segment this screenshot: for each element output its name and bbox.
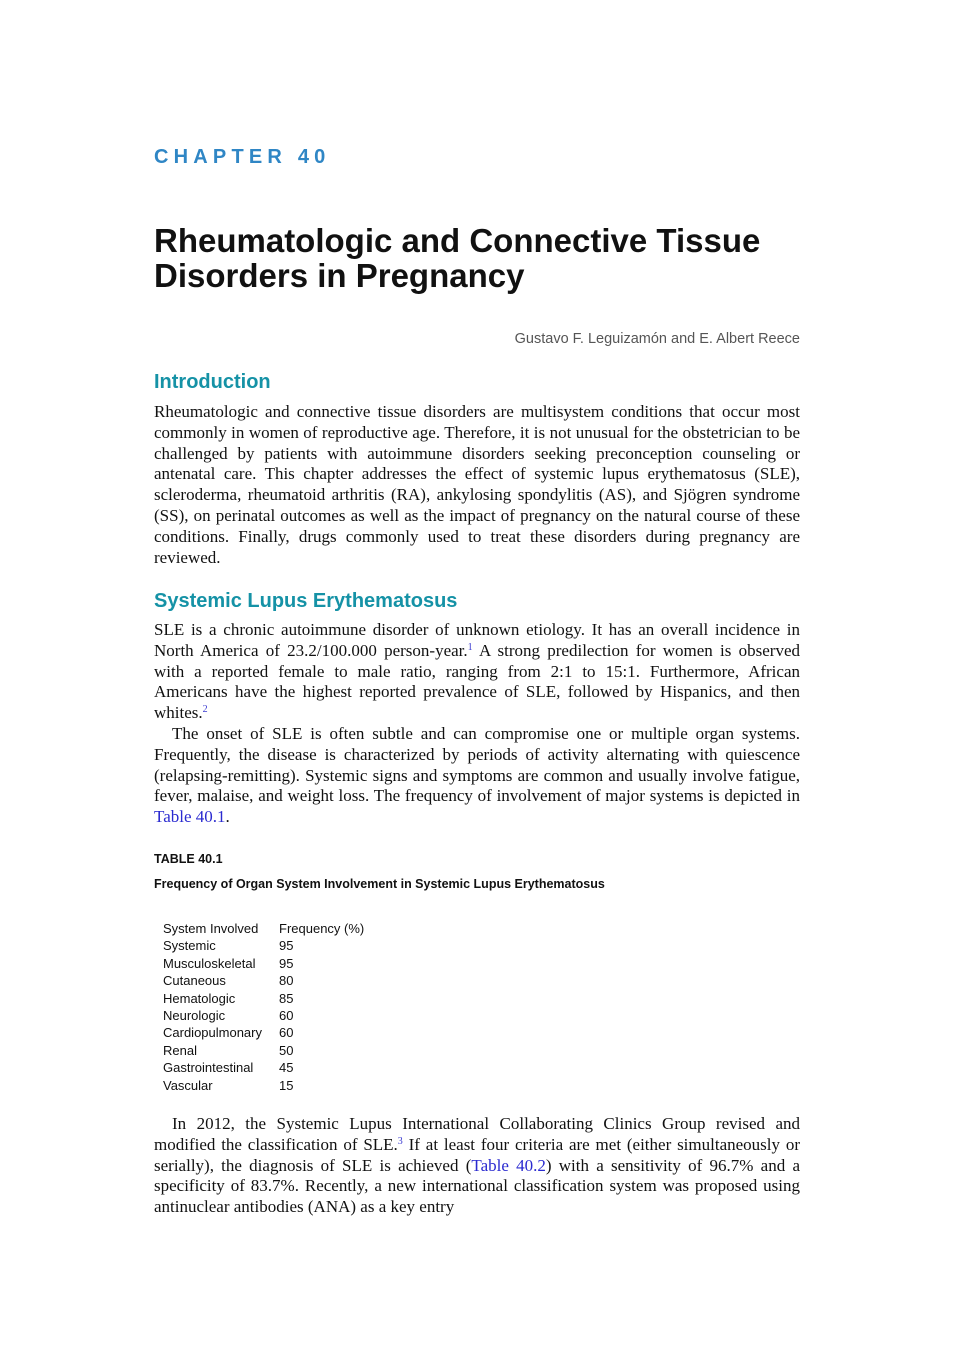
frequency-cell: 60 bbox=[279, 1008, 294, 1024]
frequency-cell: 95 bbox=[279, 955, 294, 971]
frequency-cell: 60 bbox=[279, 1025, 294, 1041]
sle-paragraph-2 bbox=[154, 724, 800, 828]
table-header-row bbox=[160, 920, 367, 937]
chapter-title-line-1: Rheumatologic and Connective Tissue bbox=[154, 222, 761, 259]
system-cell: Hematologic bbox=[163, 990, 236, 1006]
citation-3[interactable]: 3 bbox=[397, 1135, 403, 1147]
table-row bbox=[160, 1007, 367, 1024]
sle-heading: Systemic Lupus Erythematosus bbox=[154, 590, 458, 612]
system-cell: Musculoskeletal bbox=[163, 955, 256, 971]
chapter-number: CHAPTER 40 bbox=[154, 146, 331, 168]
table-40-1-link[interactable]: Table 40.1 bbox=[154, 807, 226, 827]
table-40-2-link[interactable]: Table 40.2 bbox=[471, 1155, 546, 1175]
sle-p3-text-a: In 2012, the Systemic Lupus International Collaborating Clinics Group revised and modified the classification of SLE. bbox=[154, 1114, 800, 1154]
sle-paragraph-1 bbox=[154, 620, 800, 724]
frequency-cell: 85 bbox=[279, 990, 294, 1006]
table-row bbox=[160, 1059, 367, 1076]
system-cell: Cutaneous bbox=[163, 973, 226, 989]
column-header-frequency: Frequency (%) bbox=[279, 921, 365, 936]
table-row bbox=[160, 1024, 367, 1041]
sle-p1-text-b: A strong predilection for women is observed with a reported female to male ratio, ranging from 2:1 to 15:1. Furthermore, African Americans have the highest reported prevalence of SLE, followed by Hispanics, and then whites. bbox=[154, 640, 800, 723]
system-cell: Cardiopulmonary bbox=[163, 1025, 262, 1041]
frequency-cell: 80 bbox=[279, 973, 294, 989]
table-row bbox=[160, 990, 367, 1007]
frequency-cell: 45 bbox=[279, 1060, 294, 1076]
table-label: TABLE 40.1 bbox=[154, 852, 223, 866]
sle-p3-text-c: ) with a sensitivity of 96.7% and a specificity of 83.7%. Recently, a new international classification system was proposed using antinuclear antibodies (ANA) as a key entry bbox=[154, 1155, 800, 1217]
table-row bbox=[160, 1077, 367, 1094]
sle-paragraph-3 bbox=[154, 1114, 800, 1218]
table-row bbox=[160, 937, 367, 954]
system-cell: Vascular bbox=[163, 1077, 213, 1093]
sle-p1-text-a: SLE is a chronic autoimmune disorder of unknown etiology. It has an overall incidence in North America of 23.2/100.000 person-year. bbox=[154, 620, 800, 660]
table-row bbox=[160, 972, 367, 989]
table-row bbox=[160, 1042, 367, 1059]
sle-p2-text-a: The onset of SLE is often subtle and can compromise one or multiple organ systems. Frequently, the disease is characterized by periods of activity alternating with quiescence (relapsing-remitting). Systemic signs and symptoms are common and usually involve fatigue, fever, malaise, and weight loss. The frequency of involvement of major systems is depicted in bbox=[154, 724, 800, 806]
chapter-title-line-2: Disorders in Pregnancy bbox=[154, 257, 525, 294]
system-cell: Gastrointestinal bbox=[163, 1060, 254, 1076]
citation-1[interactable]: 1 bbox=[467, 641, 473, 653]
sle-p3-text-b: If at least four criteria are met (either simultaneously or serially), the diagnosis of SLE is achieved ( bbox=[154, 1134, 800, 1175]
chapter-authors: Gustavo F. Leguizamón and E. Albert Reece bbox=[514, 331, 800, 347]
sle-p2-text-b: . bbox=[225, 807, 230, 827]
frequency-table bbox=[160, 920, 367, 1094]
citation-2[interactable]: 2 bbox=[202, 704, 208, 716]
table-caption: Frequency of Organ System Involvement in Systemic Lupus Erythematosus bbox=[154, 877, 605, 891]
system-cell: Neurologic bbox=[163, 1008, 226, 1024]
introduction-paragraph: Rheumatologic and connective tissue disorders are multisystem conditions that occur most commonly in women of reproductive age. Therefore, it is not unusual for the obstetrician to be challenged by patients with autoimmune disorders seeking preconception counseling or antenatal care. This chapter addresses the effect of systemic lupus erythematosus (SLE), scleroderma, rheumatoid arthritis (RA), ankylosing spondylitis (AS), and Sjögren syndrome (SS), on perinatal outcomes as well as the impact of pregnancy on the natural course of these conditions. Finally, drugs commonly used to treat these disorders during pregnancy are reviewed. bbox=[154, 402, 800, 567]
chapter-title bbox=[154, 223, 814, 293]
frequency-cell: 50 bbox=[279, 1042, 294, 1058]
introduction-heading: Introduction bbox=[154, 371, 271, 393]
column-header-system: System Involved bbox=[163, 921, 259, 936]
frequency-cell: 15 bbox=[279, 1077, 294, 1093]
system-cell: Renal bbox=[163, 1042, 197, 1058]
table-row bbox=[160, 955, 367, 972]
frequency-cell: 95 bbox=[279, 938, 294, 954]
system-cell: Systemic bbox=[163, 938, 216, 954]
